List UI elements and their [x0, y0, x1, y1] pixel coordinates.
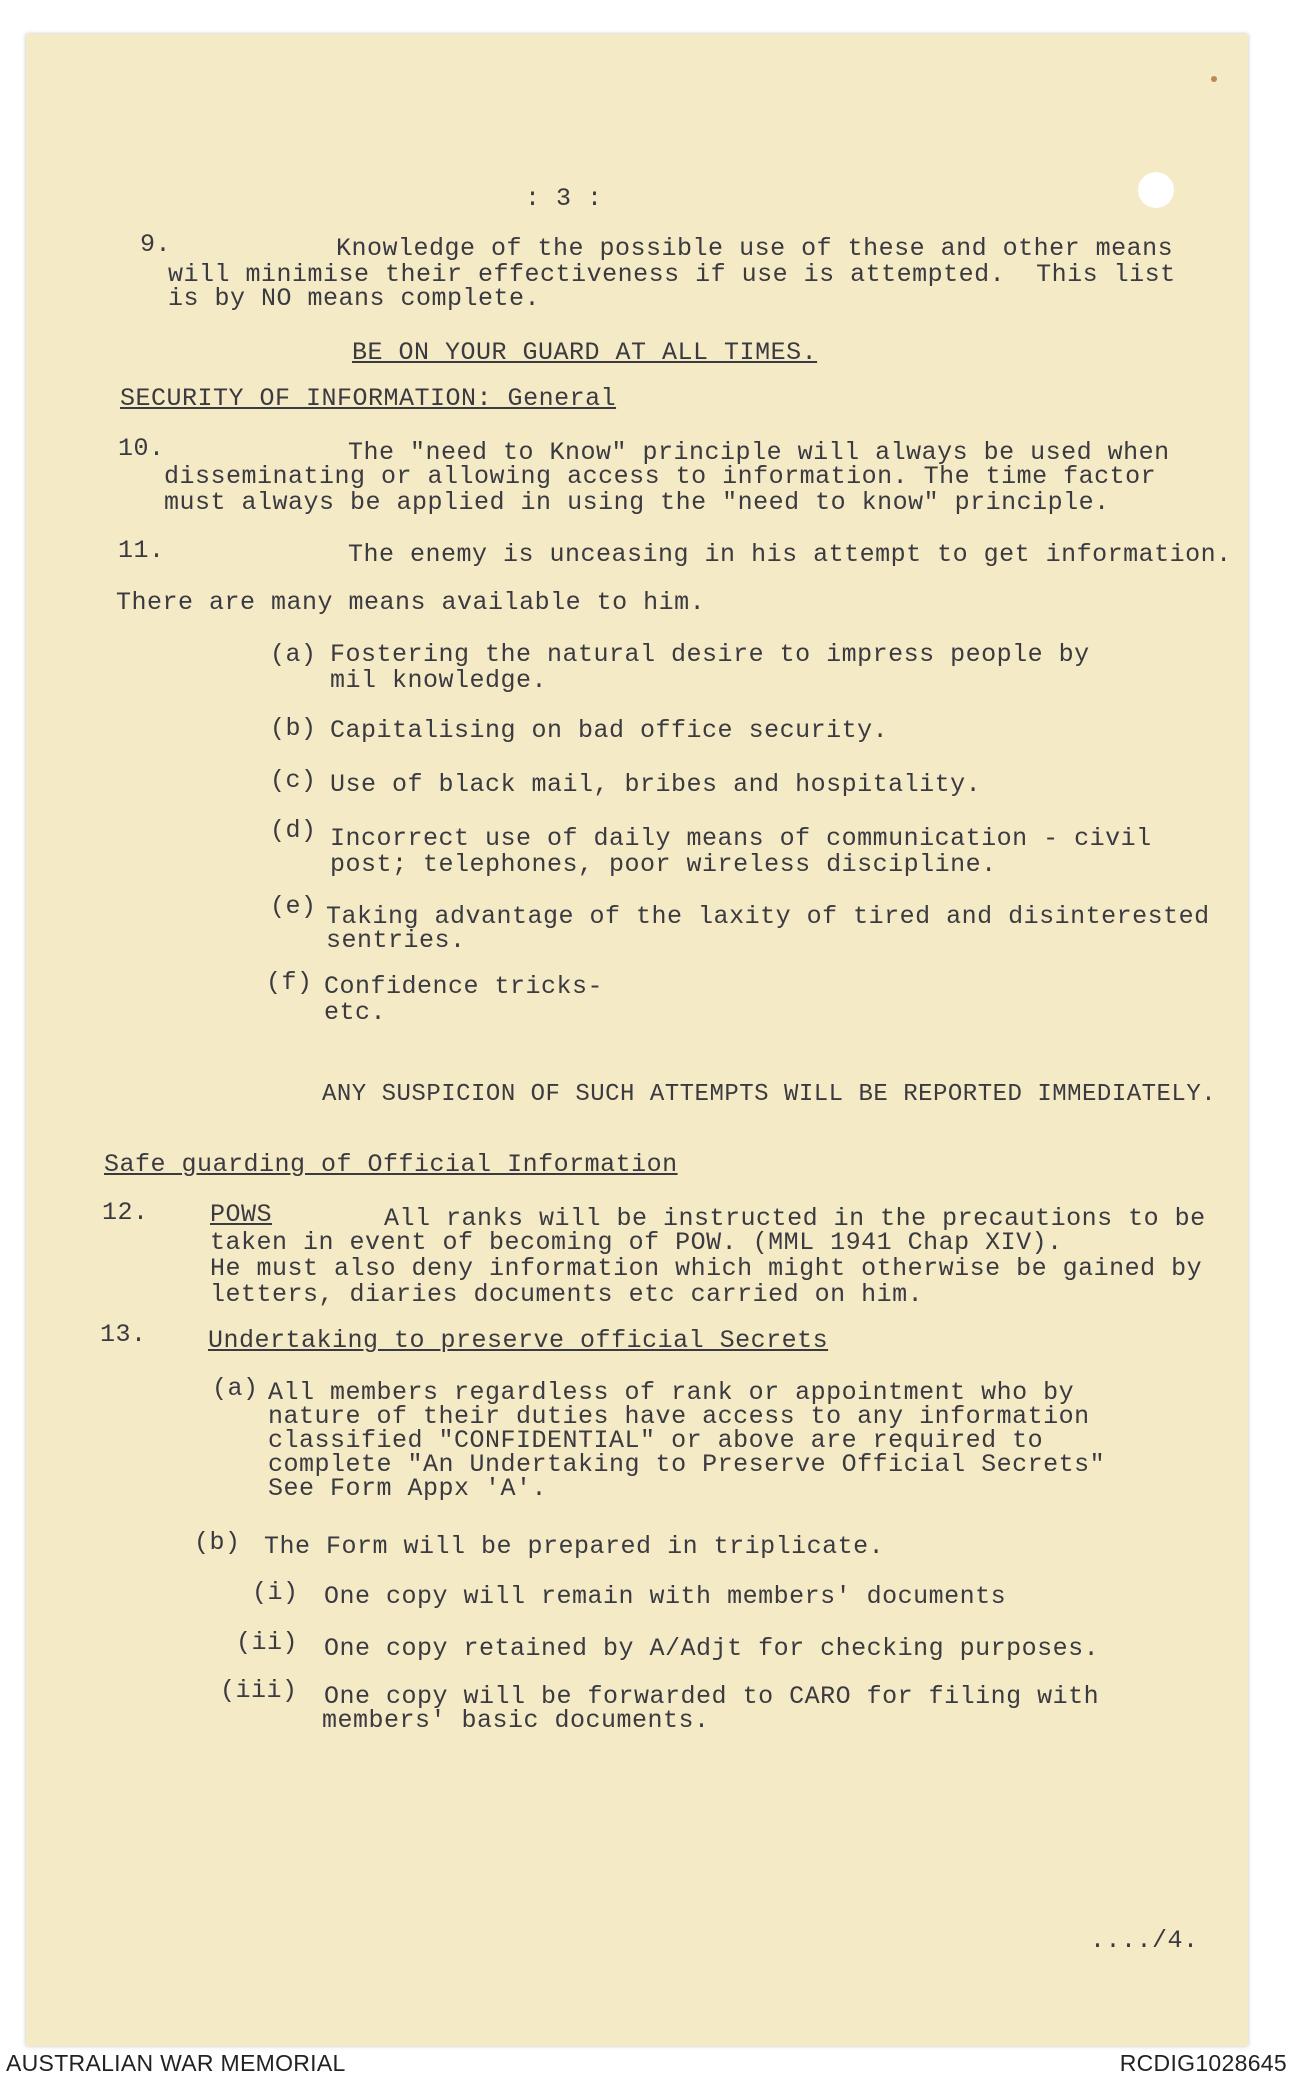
list-item-label: (c) [270, 766, 317, 795]
para-12-line: All ranks will be instructed in the precautions to be [384, 1204, 1206, 1233]
document-page [26, 34, 1248, 2046]
para-10-number: 10. [118, 434, 165, 463]
list-item-label: (b) [270, 714, 317, 743]
list-item-label: (d) [270, 816, 317, 845]
para-10-line: The "need to Know" principle will always be used when [348, 438, 1170, 467]
list-item: mil knowledge. [330, 666, 548, 695]
para-12-line: taken in event of becoming of POW. (MML 1941 Chap XIV). [210, 1228, 1063, 1257]
para-11-line: The enemy is unceasing in his attempt to get information. [348, 540, 1232, 569]
sub-item: One copy will remain with members' documents [324, 1582, 1007, 1611]
list-item: Incorrect use of daily means of communication - civil [330, 824, 1152, 853]
sub-item: members' basic documents. [322, 1706, 710, 1735]
punch-hole [1138, 172, 1174, 208]
paper-mark [1211, 76, 1217, 82]
list-item: sentries. [326, 926, 466, 955]
sub-item-label: (ii) [236, 1628, 299, 1657]
sub-item-label: (iii) [220, 1676, 298, 1705]
list-item-label: (a) [270, 640, 317, 669]
list-item: Taking advantage of the laxity of tired and disinterested [326, 902, 1210, 931]
para-13-number: 13. [100, 1320, 147, 1349]
para-9-line: Knowledge of the possible use of these and other means [336, 234, 1174, 263]
para-13a-line: See Form Appx 'A'. [268, 1474, 548, 1503]
footer-source: AUSTRALIAN WAR MEMORIAL [6, 2050, 346, 2076]
suspicion-notice: ANY SUSPICION OF SUCH ATTEMPTS WILL BE REPORTED IMMEDIATELY. [322, 1081, 1217, 1108]
list-item: Capitalising on bad office security. [330, 716, 889, 745]
para-10-line: disseminating or allowing access to information. The time factor [164, 462, 1157, 491]
safeguarding-heading: Safe guarding of Official Information [104, 1150, 678, 1179]
sub-item-label: (i) [252, 1578, 299, 1607]
para-11-line: There are many means available to him. [116, 588, 706, 617]
list-item: etc. [324, 998, 387, 1027]
para-12-line: He must also deny information which might otherwise be gained by [210, 1254, 1203, 1283]
list-item: Use of black mail, bribes and hospitality. [330, 770, 982, 799]
para-9-line: will minimise their effectiveness if use is attempted. This list [168, 260, 1176, 289]
para-12-number: 12. [102, 1198, 149, 1227]
page-number: : 3 : [525, 184, 603, 213]
para-12-line: letters, diaries documents etc carried on him. [210, 1280, 924, 1309]
para-9-line: is by NO means complete. [168, 284, 541, 313]
para-13a-label: (a) [212, 1374, 259, 1403]
list-item-label: (e) [270, 892, 317, 921]
para-13a-line: classified "CONFIDENTIAL" or above are required to [268, 1426, 1044, 1455]
para-13a-line: nature of their duties have access to any information [268, 1402, 1090, 1431]
list-item-label: (f) [266, 968, 313, 997]
para-13b-text: The Form will be prepared in triplicate. [264, 1532, 885, 1561]
para-13a-line: complete "An Undertaking to Preserve Official Secrets" [268, 1450, 1106, 1479]
security-heading: SECURITY OF INFORMATION: General [120, 384, 617, 413]
guard-heading: BE ON YOUR GUARD AT ALL TIMES. [352, 338, 818, 367]
footer-id: RCDIG1028645 [1119, 2050, 1287, 2076]
continuation-marker: ..../4. [1090, 1926, 1199, 1955]
para-11-number: 11. [118, 536, 165, 565]
para-13a-line: All members regardless of rank or appointment who by [268, 1378, 1075, 1407]
para-13-title: Undertaking to preserve official Secrets [208, 1326, 829, 1355]
list-item: post; telephones, poor wireless discipline. [330, 850, 997, 879]
para-13b-label: (b) [194, 1528, 241, 1557]
sub-item: One copy will be forwarded to CARO for filing with [324, 1682, 1100, 1711]
para-9-number: 9. [140, 230, 172, 259]
para-12-title: POWS [210, 1200, 273, 1229]
list-item: Confidence tricks- [324, 972, 604, 1001]
para-10-line: must always be applied in using the "need to know" principle. [164, 488, 1110, 517]
list-item: Fostering the natural desire to impress people by [330, 640, 1090, 669]
sub-item: One copy retained by A/Adjt for checking purposes. [324, 1634, 1100, 1663]
